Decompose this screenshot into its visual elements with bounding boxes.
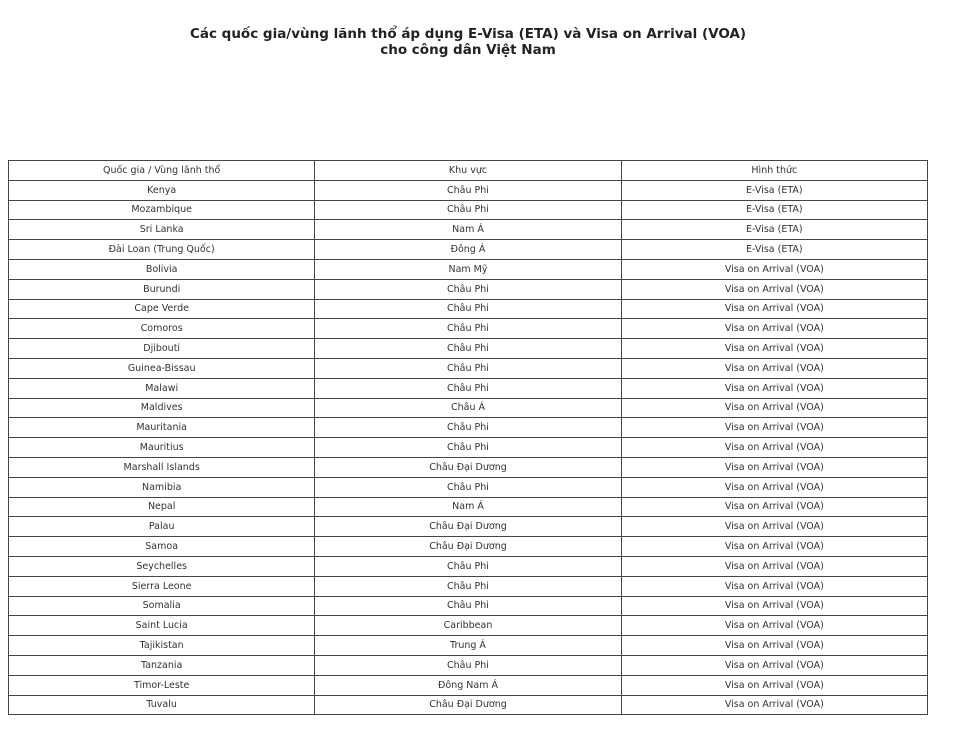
table-cell-visa-type: Visa on Arrival (VOA) <box>621 299 927 319</box>
table-cell-country: Tajikistan <box>9 636 315 656</box>
table-body <box>9 180 928 715</box>
table-cell-region: Châu Phi <box>315 438 621 458</box>
table-cell-region: Châu Phi <box>315 279 621 299</box>
table-cell-region: Châu Phi <box>315 358 621 378</box>
column-header-region: Khu vực <box>315 161 621 181</box>
table-cell-visa-type: Visa on Arrival (VOA) <box>621 259 927 279</box>
table-cell-country: Bolivia <box>9 259 315 279</box>
table-row <box>9 200 928 220</box>
title-line-2: cho công dân Việt Nam <box>380 42 556 58</box>
table-cell-visa-type: Visa on Arrival (VOA) <box>621 655 927 675</box>
table-cell-visa-type: Visa on Arrival (VOA) <box>621 497 927 517</box>
table-cell-visa-type: Visa on Arrival (VOA) <box>621 636 927 656</box>
table-cell-region: Đông Á <box>315 240 621 260</box>
table-row <box>9 636 928 656</box>
table-cell-visa-type: Visa on Arrival (VOA) <box>621 695 927 715</box>
table-row <box>9 418 928 438</box>
table-cell-region: Châu Phi <box>315 319 621 339</box>
table-cell-country: Comoros <box>9 319 315 339</box>
visa-table <box>8 160 928 715</box>
table-cell-visa-type: E-Visa (ETA) <box>621 180 927 200</box>
table-cell-visa-type: Visa on Arrival (VOA) <box>621 339 927 359</box>
title-line-1: Các quốc gia/vùng lãnh thổ áp dụng E-Visa (ETA) và Visa on Arrival (VOA) <box>189 26 747 42</box>
table-cell-visa-type: Visa on Arrival (VOA) <box>621 477 927 497</box>
chart-title <box>0 26 936 58</box>
table-row <box>9 339 928 359</box>
table-row <box>9 240 928 260</box>
table-cell-country: Đài Loan (Trung Quốc) <box>9 240 315 260</box>
table-row <box>9 695 928 715</box>
table-cell-country: Maldives <box>9 398 315 418</box>
table-cell-country: Namibia <box>9 477 315 497</box>
table-row <box>9 616 928 636</box>
table-cell-region: Nam Mỹ <box>315 259 621 279</box>
table-cell-visa-type: Visa on Arrival (VOA) <box>621 576 927 596</box>
table-cell-region: Châu Á <box>315 398 621 418</box>
table-cell-region: Châu Phi <box>315 477 621 497</box>
table-row <box>9 477 928 497</box>
table-cell-visa-type: E-Visa (ETA) <box>621 240 927 260</box>
table-row <box>9 398 928 418</box>
table-cell-visa-type: E-Visa (ETA) <box>621 200 927 220</box>
table-cell-region: Châu Phi <box>315 596 621 616</box>
table-cell-country: Cape Verde <box>9 299 315 319</box>
table-cell-country: Mauritania <box>9 418 315 438</box>
table-cell-country: Tanzania <box>9 655 315 675</box>
table-cell-region: Châu Phi <box>315 339 621 359</box>
table-cell-visa-type: Visa on Arrival (VOA) <box>621 457 927 477</box>
table-cell-visa-type: Visa on Arrival (VOA) <box>621 279 927 299</box>
table-row <box>9 299 928 319</box>
table-cell-region: Caribbean <box>315 616 621 636</box>
table-cell-country: Tuvalu <box>9 695 315 715</box>
table-cell-visa-type: Visa on Arrival (VOA) <box>621 438 927 458</box>
table-row <box>9 180 928 200</box>
table-row <box>9 378 928 398</box>
table-cell-country: Saint Lucia <box>9 616 315 636</box>
table-cell-region: Châu Phi <box>315 299 621 319</box>
table-row <box>9 220 928 240</box>
table-cell-region: Châu Đại Dương <box>315 517 621 537</box>
table-cell-region: Châu Phi <box>315 655 621 675</box>
header-row <box>9 161 928 181</box>
table-cell-visa-type: Visa on Arrival (VOA) <box>621 537 927 557</box>
table-cell-country: Seychelles <box>9 556 315 576</box>
table-cell-visa-type: Visa on Arrival (VOA) <box>621 517 927 537</box>
table-row <box>9 517 928 537</box>
table-cell-country: Malawi <box>9 378 315 398</box>
table-row <box>9 556 928 576</box>
table-cell-visa-type: Visa on Arrival (VOA) <box>621 319 927 339</box>
table-cell-region: Châu Phi <box>315 556 621 576</box>
table-row <box>9 497 928 517</box>
table-row <box>9 279 928 299</box>
table-cell-country: Palau <box>9 517 315 537</box>
table-row <box>9 438 928 458</box>
table-cell-visa-type: Visa on Arrival (VOA) <box>621 418 927 438</box>
table-cell-country: Sri Lanka <box>9 220 315 240</box>
table-cell-visa-type: Visa on Arrival (VOA) <box>621 358 927 378</box>
column-header-country: Quốc gia / Vùng lãnh thổ <box>9 161 315 181</box>
table-cell-region: Đông Nam Á <box>315 675 621 695</box>
table-cell-country: Marshall Islands <box>9 457 315 477</box>
table-cell-region: Châu Đại Dương <box>315 457 621 477</box>
table-cell-visa-type: Visa on Arrival (VOA) <box>621 596 927 616</box>
table-row <box>9 596 928 616</box>
table-row <box>9 457 928 477</box>
table-cell-region: Nam Á <box>315 497 621 517</box>
table-cell-visa-type: Visa on Arrival (VOA) <box>621 556 927 576</box>
table-cell-country: Djibouti <box>9 339 315 359</box>
table-cell-region: Châu Phi <box>315 378 621 398</box>
table-cell-country: Guinea-Bissau <box>9 358 315 378</box>
table-header <box>9 161 928 181</box>
table-row <box>9 319 928 339</box>
table-row <box>9 259 928 279</box>
table-cell-country: Timor-Leste <box>9 675 315 695</box>
table-cell-country: Nepal <box>9 497 315 517</box>
table-cell-region: Châu Phi <box>315 180 621 200</box>
table-cell-region: Châu Phi <box>315 576 621 596</box>
table-cell-visa-type: Visa on Arrival (VOA) <box>621 398 927 418</box>
table-cell-region: Châu Phi <box>315 418 621 438</box>
table-cell-country: Kenya <box>9 180 315 200</box>
table-cell-country: Somalia <box>9 596 315 616</box>
table-cell-visa-type: Visa on Arrival (VOA) <box>621 616 927 636</box>
table-cell-region: Châu Đại Dương <box>315 695 621 715</box>
table-row <box>9 576 928 596</box>
table-row <box>9 537 928 557</box>
table-cell-region: Châu Đại Dương <box>315 537 621 557</box>
column-header-visa-type: Hình thức <box>621 161 927 181</box>
table-row <box>9 358 928 378</box>
table-cell-region: Nam Á <box>315 220 621 240</box>
table-cell-region: Trung Á <box>315 636 621 656</box>
table-cell-country: Samoa <box>9 537 315 557</box>
table-cell-country: Mozambique <box>9 200 315 220</box>
table-cell-visa-type: Visa on Arrival (VOA) <box>621 675 927 695</box>
table-cell-region: Châu Phi <box>315 200 621 220</box>
table-cell-visa-type: Visa on Arrival (VOA) <box>621 378 927 398</box>
table-cell-country: Mauritius <box>9 438 315 458</box>
table-cell-country: Sierra Leone <box>9 576 315 596</box>
table-cell-country: Burundi <box>9 279 315 299</box>
table-row <box>9 655 928 675</box>
table-cell-visa-type: E-Visa (ETA) <box>621 220 927 240</box>
table-row <box>9 675 928 695</box>
